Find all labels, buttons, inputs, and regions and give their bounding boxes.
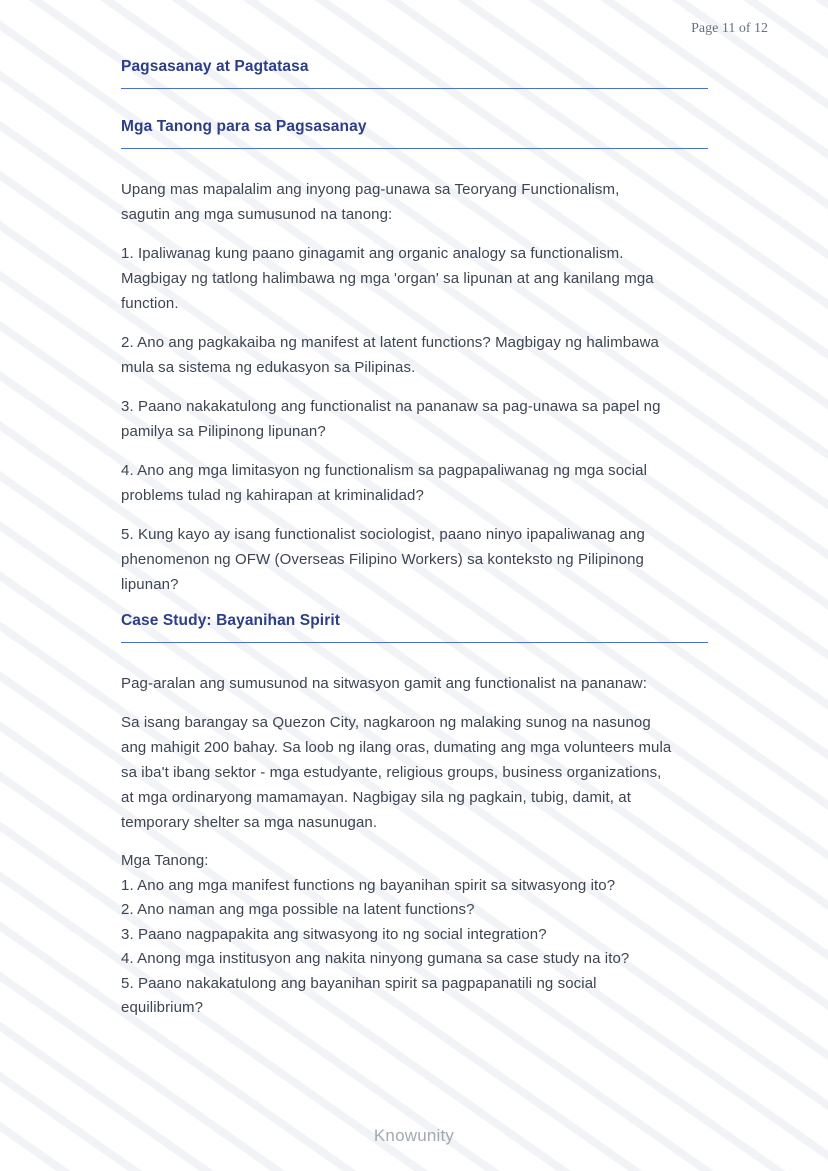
text-line: temporary shelter sa mga nasunugan. — [121, 814, 378, 831]
text-line: sa iba't ibang sektor - mga estudyante, religious groups, business organizations, — [121, 764, 662, 781]
text-line: 4. Ano ang mga limitasyon ng functionalism sa pagpapaliwanag ng mga social — [121, 462, 648, 479]
paragraph-case-questions — [121, 849, 708, 1021]
document-content — [121, 57, 708, 1035]
paragraph-exercise-question-3 — [121, 394, 708, 444]
text-line: pamilya sa Pilipinong lipunan? — [121, 423, 326, 440]
text-line: 3. Paano nagpapakita ang sitwasyong ito ng social integration? — [121, 925, 547, 943]
paragraph-case-scenario — [121, 710, 708, 835]
text-line: function. — [121, 295, 179, 312]
page-number-indicator: Page 11 of 12 — [691, 21, 768, 36]
text-line: problems tulad ng kahirapan at kriminalidad? — [121, 487, 424, 504]
text-line: Pag-aralan ang sumusunod na sitwasyon gamit ang functionalist na pananaw: — [121, 675, 647, 692]
text-line: mula sa sistema ng edukasyon sa Pilipinas. — [121, 359, 416, 376]
text-line: 5. Paano nakakatulong ang bayanihan spirit sa pagpapanatili ng social — [121, 974, 597, 992]
text-line: equilibrium? — [121, 999, 204, 1016]
text-line: lipunan? — [121, 576, 179, 593]
text-line: 1. Ano ang mga manifest functions ng bayanihan spirit sa sitwasyong ito? — [121, 876, 616, 894]
paragraph-exercise-question-2 — [121, 330, 708, 380]
text-line: 5. Kung kayo ay isang functionalist sociologist, paano ninyo ipapaliwanag ang — [121, 526, 645, 543]
text-line: Sa isang barangay sa Quezon City, nagkaroon ng malaking sunog na nasunog — [121, 714, 651, 731]
text-line: phenomenon ng OFW (Overseas Filipino Workers) sa konteksto ng Pilipinong — [121, 551, 644, 568]
section-heading-case-study-bayanihan-spirit: Case Study: Bayanihan Spirit — [121, 611, 708, 643]
text-line: at mga ordinaryong mamamayan. Nagbigay sila ng pagkain, tubig, damit, at — [121, 789, 631, 806]
text-line: sagutin ang mga sumusunod na tanong: — [121, 206, 393, 223]
paragraph-exercise-question-1 — [121, 241, 708, 316]
text-line: 3. Paano nakakatulong ang functionalist na pananaw sa pag-unawa sa papel ng — [121, 398, 661, 415]
text-line: 2. Ano naman ang mga possible na latent functions? — [121, 901, 475, 918]
text-line: 1. Ipaliwanag kung paano ginagamit ang organic analogy sa functionalism. — [121, 245, 624, 262]
paragraph-exercise-question-5 — [121, 522, 708, 597]
section-heading-mga-tanong-para-sa-pagsasanay: Mga Tanong para sa Pagsasanay — [121, 117, 708, 149]
section-heading-pagsasanay-at-pagtatasa: Pagsasanay at Pagtatasa — [121, 57, 708, 89]
paragraph-intro — [121, 177, 708, 227]
footer-brand: Knowunity — [373, 1126, 455, 1145]
text-line: Mga Tanong: — [121, 852, 209, 869]
paragraph-exercise-question-4 — [121, 458, 708, 508]
text-line: ang mahigit 200 bahay. Sa loob ng ilang oras, dumating ang mga volunteers mula — [121, 739, 672, 756]
paragraph-case-intro — [121, 671, 708, 696]
text-line: 4. Anong mga institusyon ang nakita ninyong gumana sa case study na ito? — [121, 950, 630, 967]
text-line: Upang mas mapalalim ang inyong pag-unawa sa Teoryang Functionalism, — [121, 181, 620, 198]
text-line: Magbigay ng tatlong halimbawa ng mga 'organ' sa lipunan at ang kanilang mga — [121, 270, 654, 287]
text-line: 2. Ano ang pagkakaiba ng manifest at latent functions? Magbigay ng halimbawa — [121, 334, 659, 351]
